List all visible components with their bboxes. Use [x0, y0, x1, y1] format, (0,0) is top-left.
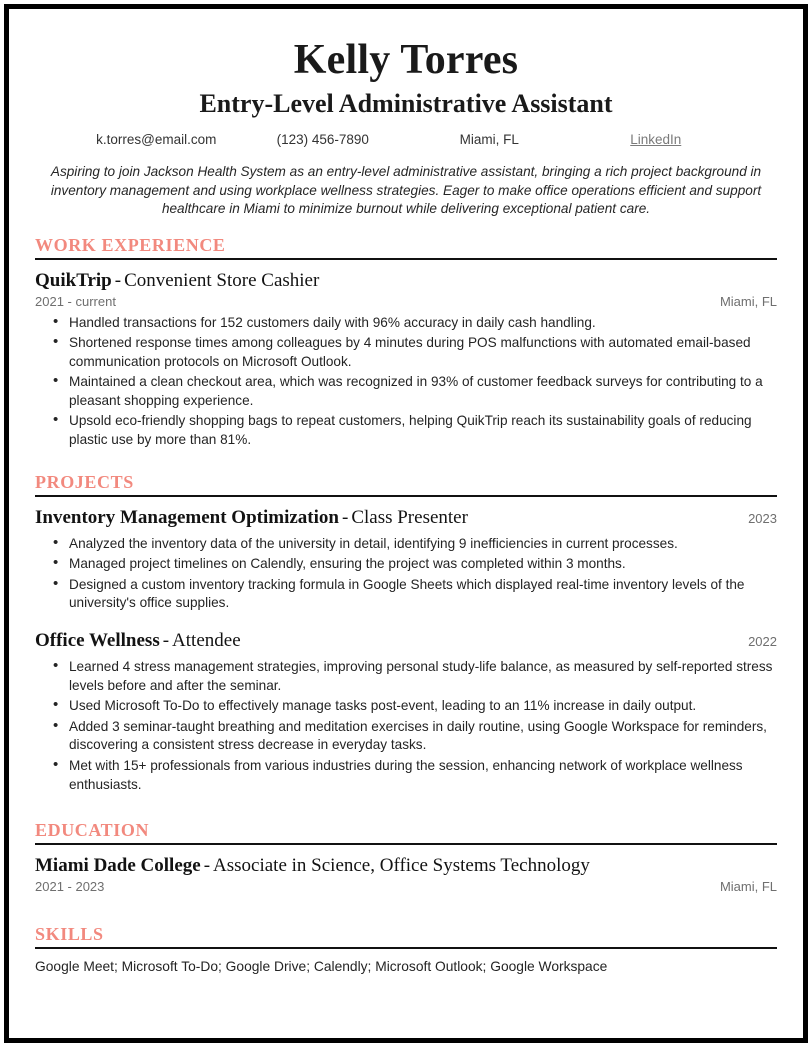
education-location: Miami, FL [719, 879, 777, 895]
list-item: • Upsold eco-friendly shopping bags to repeat customers, helping QuikTrip reach its sustainability goals of reducing plastic use by more than 81%. [35, 412, 777, 449]
contact-email[interactable]: k.torres@email.com [96, 132, 217, 147]
project-role: Class Presenter [351, 506, 468, 528]
section-divider [35, 258, 777, 260]
section-title-education: EDUCATION [35, 820, 150, 841]
project-entry-head [35, 629, 777, 653]
experience-entry-title [35, 269, 319, 293]
project-separator: - [162, 630, 170, 652]
section-title-skills: SKILLS [35, 924, 104, 945]
experience-entry-meta [35, 294, 777, 309]
section-projects [35, 472, 777, 795]
list-item: • Managed project timelines on Calendly, ensuring the project was completed within 3 months. [35, 555, 777, 574]
contact-linkedin-link[interactable]: LinkedIn [630, 132, 682, 147]
experience-entry-head [35, 269, 777, 293]
resume-header [35, 35, 777, 147]
contact-phone[interactable]: (123) 456-7890 [276, 132, 369, 147]
section-skills [35, 924, 777, 976]
list-item: • Shortened response times among colleagues by 4 minutes during POS malfunctions with automated email-based communication protocols on Microsoft Outlook. [35, 334, 777, 371]
section-divider [35, 495, 777, 497]
project-entry-title [35, 506, 468, 530]
professional-summary: Aspiring to join Jackson Health System as an entry-level administrative assistant, bringing a rich project background in inventory management and using workplace wellness strategies. Eager to make office operations efficient and support healthcare in Miami to minimize burnout while delivering exceptional patient care. [50, 164, 762, 216]
experience-entry [35, 269, 777, 450]
project-year: 2023 [748, 510, 777, 526]
experience-separator: - [114, 269, 122, 291]
project-name: Inventory Management Optimization [35, 506, 339, 528]
education-entry-title [35, 854, 590, 878]
list-item: • Analyzed the inventory data of the university in detail, identifying 9 inefficiencies in current processes. [35, 535, 777, 554]
contact-row [35, 132, 777, 147]
list-item: • Learned 4 stress management strategies, improving personal study-life balance, as measured by self-reported stress levels before and after the seminar. [35, 658, 777, 695]
section-title-work-experience: WORK EXPERIENCE [35, 234, 226, 255]
section-work-experience [35, 235, 777, 450]
project-role: Attendee [172, 630, 241, 652]
project-entry-head [35, 506, 777, 530]
list-item: • Met with 15+ professionals from various industries during the session, enhancing network of workplace wellness enthusiasts. [35, 757, 777, 794]
section-title-projects: PROJECTS [35, 471, 134, 492]
resume-page [4, 4, 808, 1043]
experience-bullet-list [35, 314, 777, 450]
project-name: Office Wellness [35, 630, 160, 652]
experience-role: Convenient Store Cashier [124, 269, 320, 291]
resume-content [9, 9, 803, 1038]
project-separator: - [341, 506, 349, 528]
candidate-headline: Entry-Level Administrative Assistant [199, 89, 613, 118]
list-item: • Maintained a clean checkout area, which was recognized in 93% of customer feedback surveys for contributing to a pleasant shopping experience. [35, 373, 777, 410]
experience-location: Miami, FL [719, 293, 777, 309]
project-entry [35, 506, 777, 613]
list-item: • Added 3 seminar-taught breathing and meditation exercises in daily routine, using Google Workspace for reminders, discovering a consistent stress decrease in everyday tasks. [35, 718, 777, 755]
list-item: • Used Microsoft To-Do to effectively manage tasks post-event, leading to an 11% increase in daily output. [35, 697, 777, 716]
education-degree: Associate in Science, Office Systems Technology [213, 855, 590, 877]
skills-list: Google Meet; Microsoft To-Do; Google Drive; Calendly; Microsoft Outlook; Google Workspace [35, 959, 608, 975]
experience-organization: QuikTrip [35, 269, 112, 291]
list-item: • Handled transactions for 152 customers daily with 96% accuracy in daily cash handling. [35, 314, 777, 333]
contact-location: Miami, FL [459, 132, 519, 147]
candidate-name: Kelly Torres [293, 37, 519, 83]
education-entry-head [35, 854, 777, 878]
project-bullet-list [35, 658, 777, 794]
experience-dates: 2021 - current [35, 293, 116, 309]
project-year: 2022 [748, 634, 777, 650]
education-entry [35, 854, 777, 894]
education-institution: Miami Dade College [35, 855, 201, 877]
project-bullet-list [35, 535, 777, 613]
section-divider [35, 843, 777, 845]
project-entry [35, 629, 777, 794]
education-separator: - [203, 855, 211, 877]
project-entry-title [35, 629, 241, 653]
education-entry-meta [35, 879, 777, 894]
list-item: • Designed a custom inventory tracking formula in Google Sheets which displayed real-time inventory levels of the university's office supplies. [35, 576, 777, 613]
education-dates: 2021 - 2023 [35, 879, 105, 895]
section-education [35, 820, 777, 894]
section-divider [35, 947, 777, 949]
